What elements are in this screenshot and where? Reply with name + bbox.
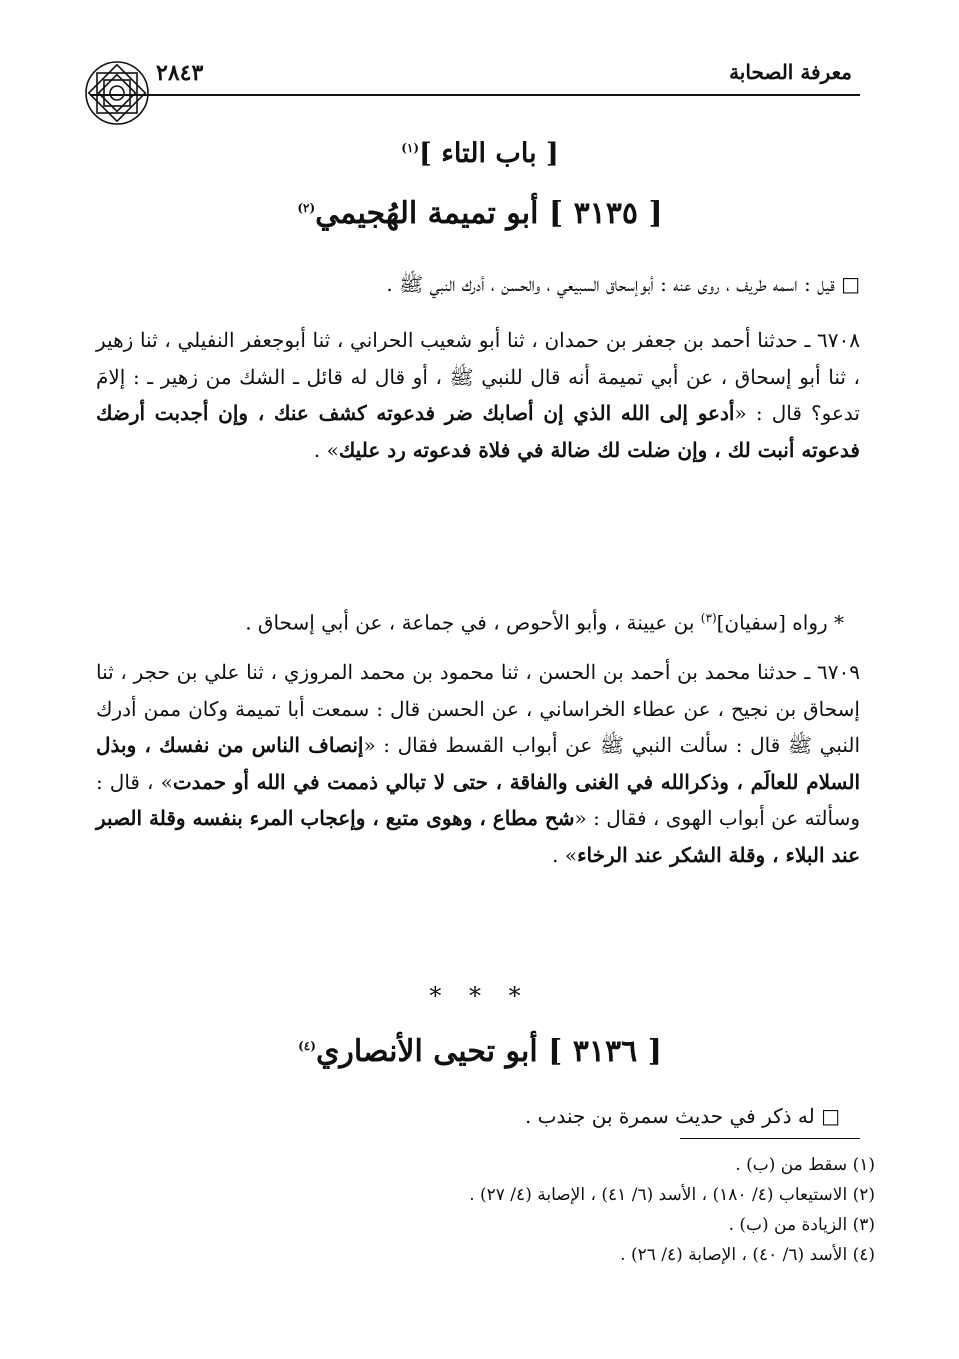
footnote-ref: (٣): [700, 611, 717, 625]
footnote-rule: [680, 1138, 860, 1139]
heading-text: [ باب التاء ]: [419, 138, 559, 169]
footnote-3: (٣) الزيادة من (ب) .: [728, 1215, 875, 1235]
footnote-ref: (٤): [298, 1039, 316, 1053]
hadith-quote: أدعو إلى الله الذي إن أصابك ضر فدعوته كشف عنك ، وإن أجدبت أرضك فدعوته أنبت لك ، وإن ضلت لك ضالة في فلاة فدعوته رد عليك: [96, 401, 860, 462]
hadith-text-end: » .: [552, 842, 578, 867]
heading-text: [ ٣١٣٦ ] أبو تحيى الأنصاري: [315, 1034, 662, 1069]
star-ornament-icon: [82, 58, 152, 128]
footnote-2: (٢) الاستيعاب (٤/ ١٨٠) ، الأسد (٦/ ٤١) ، الإصابة (٤/ ٢٧) .: [469, 1185, 875, 1205]
riwaya-text: * رواه [سفيان]: [716, 610, 844, 635]
hadith-quote: شح مطاع ، وهوى متبع ، وإعجاب المرء بنفسه وقلة الصبر عند البلاء ، وقلة الشكر عند الرخاء: [96, 806, 860, 867]
hadith-text-end: » .: [313, 437, 339, 462]
section-separator: * * *: [429, 982, 531, 1010]
hadith-text: ٦٧٠٩ ـ حدثنا محمد بن أحمد بن الحسن ، ثنا محمود بن محمد المروزي ، ثنا علي بن حجر ، ثنا إسحاق بن نجيح ، عن عطاء الخراساني ، عن الحسن قال : سمعت أبا تميمة وكان ممن أدرك النبي ﷺ قال : سألت النبي ﷺ عن أبواب القسط فقال : «: [96, 660, 860, 757]
footnote-ref: (٢): [297, 201, 316, 215]
riwaya-note: [96, 600, 860, 641]
footnote-4: (٤) الأسد (٦/ ٤٠) ، الإصابة (٤/ ٢٦) .: [620, 1245, 875, 1265]
page-number: ٢٨٤٣: [156, 60, 204, 86]
running-title: معرفة الصحابة: [729, 60, 852, 84]
hadith-6708: [96, 322, 860, 468]
entry-intro-3136: □ له ذكر في حديث سمرة بن جندب .: [524, 1104, 840, 1128]
hadith-text: ٦٧٠٨ ـ حدثنا أحمد بن جعفر بن حمدان ، ثنا أبو شعيب الحراني ، ثنا أبوجعفر النفيلي ، ثنا زهير ، ثنا أبو إسحاق ، عن أبي تميمة أنه قال للنبي ﷺ ، أو قال له قائل ـ الشك من زهير ـ : إلامَ تدعو؟ قال : «: [96, 328, 861, 425]
footnote-1: (١) سقط من (ب) .: [735, 1155, 875, 1175]
page-header: [90, 48, 860, 100]
entry-heading-3135: [100, 196, 860, 231]
riwaya-text: بن عيينة ، وأبو الأحوص ، في جماعة ، عن أبي إسحاق .: [245, 610, 701, 635]
entry-intro-3135: □ قيل : اسمه طريف ، روى عنه : أبوإسحاق السبيعي ، والحسن ، أدرك النبي ﷺ .: [386, 272, 860, 296]
footnotes: [300, 1150, 875, 1270]
hadith-quote: إنصاف الناس من نفسك ، وبذل السلام للعالَم ، وذكرالله في الغنى والفاقة ، حتى لا تبالي ذممت في الله أو حمدت: [96, 733, 861, 794]
heading-text: [ ٣١٣٥ ] أبو تميمة الهُجيمي: [315, 196, 663, 231]
section-heading-ta: [100, 138, 860, 169]
entry-heading-3136: [100, 1034, 860, 1069]
footnote-ref: (١): [401, 141, 420, 155]
header-rule: [90, 94, 860, 96]
hadith-6709: [96, 654, 860, 873]
hadith-text: » ، قال : وسألته عن أبواب الهوى ، فقال : «: [96, 769, 861, 830]
